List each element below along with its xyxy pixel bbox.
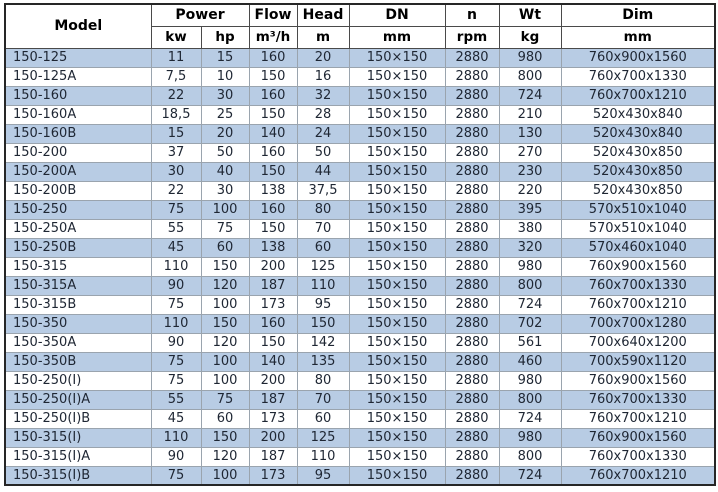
cell-kw: 75 <box>151 352 201 371</box>
cell-flow: 138 <box>249 238 297 257</box>
cell-hp: 30 <box>201 86 249 105</box>
cell-flow: 140 <box>249 352 297 371</box>
cell-dn: 150×150 <box>349 409 445 428</box>
col-unit-flow: m³/h <box>249 26 297 48</box>
cell-model: 150-315 <box>5 257 151 276</box>
col-unit-dn: mm <box>349 26 445 48</box>
cell-dn: 150×150 <box>349 48 445 67</box>
cell-hp: 120 <box>201 447 249 466</box>
col-header-model: Model <box>5 4 151 48</box>
cell-wt: 980 <box>499 428 561 447</box>
cell-hp: 60 <box>201 409 249 428</box>
cell-model: 150-200 <box>5 143 151 162</box>
cell-head: 24 <box>297 124 349 143</box>
cell-hp: 75 <box>201 219 249 238</box>
cell-model: 150-315(I)B <box>5 466 151 485</box>
cell-kw: 75 <box>151 200 201 219</box>
cell-model: 150-250A <box>5 219 151 238</box>
cell-hp: 100 <box>201 371 249 390</box>
cell-model: 150-315(I)A <box>5 447 151 466</box>
col-header-power: Power <box>151 4 249 26</box>
cell-flow: 200 <box>249 428 297 447</box>
cell-model: 150-160A <box>5 105 151 124</box>
table-row <box>5 181 715 200</box>
cell-dim: 700x700x1280 <box>561 314 715 333</box>
cell-flow: 150 <box>249 105 297 124</box>
cell-hp: 20 <box>201 124 249 143</box>
cell-head: 80 <box>297 200 349 219</box>
cell-wt: 561 <box>499 333 561 352</box>
cell-hp: 150 <box>201 314 249 333</box>
cell-head: 135 <box>297 352 349 371</box>
cell-flow: 200 <box>249 257 297 276</box>
table-row <box>5 352 715 371</box>
table-row <box>5 143 715 162</box>
cell-n: 2880 <box>445 143 499 162</box>
cell-dn: 150×150 <box>349 390 445 409</box>
table-row <box>5 428 715 447</box>
cell-dim: 760x900x1560 <box>561 428 715 447</box>
cell-model: 150-250(I)B <box>5 409 151 428</box>
col-unit-head: m <box>297 26 349 48</box>
col-header-dn: DN <box>349 4 445 26</box>
col-unit-n: rpm <box>445 26 499 48</box>
cell-wt: 724 <box>499 86 561 105</box>
col-header-wt: Wt <box>499 4 561 26</box>
cell-wt: 380 <box>499 219 561 238</box>
cell-n: 2880 <box>445 314 499 333</box>
cell-kw: 110 <box>151 257 201 276</box>
cell-dim: 760x700x1210 <box>561 466 715 485</box>
cell-dn: 150×150 <box>349 67 445 86</box>
cell-n: 2880 <box>445 276 499 295</box>
cell-wt: 980 <box>499 48 561 67</box>
cell-model: 150-160 <box>5 86 151 105</box>
cell-head: 142 <box>297 333 349 352</box>
cell-kw: 90 <box>151 333 201 352</box>
cell-dim: 760x700x1210 <box>561 295 715 314</box>
cell-dn: 150×150 <box>349 276 445 295</box>
cell-dim: 520x430x850 <box>561 143 715 162</box>
cell-n: 2880 <box>445 371 499 390</box>
cell-n: 2880 <box>445 48 499 67</box>
cell-flow: 173 <box>249 409 297 428</box>
cell-flow: 150 <box>249 67 297 86</box>
table-body <box>5 48 715 485</box>
table-row <box>5 333 715 352</box>
cell-hp: 120 <box>201 276 249 295</box>
cell-kw: 30 <box>151 162 201 181</box>
cell-n: 2880 <box>445 428 499 447</box>
cell-head: 16 <box>297 67 349 86</box>
cell-hp: 75 <box>201 390 249 409</box>
cell-head: 110 <box>297 447 349 466</box>
cell-model: 150-350B <box>5 352 151 371</box>
cell-flow: 173 <box>249 295 297 314</box>
cell-head: 150 <box>297 314 349 333</box>
table-row <box>5 105 715 124</box>
cell-dn: 150×150 <box>349 162 445 181</box>
cell-dn: 150×150 <box>349 314 445 333</box>
cell-dn: 150×150 <box>349 257 445 276</box>
cell-head: 125 <box>297 428 349 447</box>
cell-dim: 760x900x1560 <box>561 48 715 67</box>
cell-kw: 22 <box>151 86 201 105</box>
cell-head: 60 <box>297 409 349 428</box>
cell-kw: 45 <box>151 238 201 257</box>
cell-model: 150-350A <box>5 333 151 352</box>
cell-dim: 760x900x1560 <box>561 371 715 390</box>
cell-model: 150-315(I) <box>5 428 151 447</box>
cell-kw: 18,5 <box>151 105 201 124</box>
cell-dim: 520x430x840 <box>561 105 715 124</box>
cell-hp: 100 <box>201 466 249 485</box>
cell-hp: 100 <box>201 352 249 371</box>
cell-n: 2880 <box>445 200 499 219</box>
cell-head: 95 <box>297 466 349 485</box>
cell-wt: 270 <box>499 143 561 162</box>
cell-flow: 160 <box>249 314 297 333</box>
cell-dim: 760x700x1330 <box>561 390 715 409</box>
table-row <box>5 314 715 333</box>
cell-dim: 760x700x1210 <box>561 409 715 428</box>
cell-hp: 30 <box>201 181 249 200</box>
table-row <box>5 86 715 105</box>
cell-kw: 75 <box>151 371 201 390</box>
cell-n: 2880 <box>445 447 499 466</box>
cell-wt: 724 <box>499 409 561 428</box>
cell-wt: 800 <box>499 67 561 86</box>
cell-n: 2880 <box>445 86 499 105</box>
cell-model: 150-250 <box>5 200 151 219</box>
cell-head: 125 <box>297 257 349 276</box>
cell-hp: 100 <box>201 200 249 219</box>
cell-hp: 50 <box>201 143 249 162</box>
cell-wt: 130 <box>499 124 561 143</box>
cell-head: 110 <box>297 276 349 295</box>
cell-wt: 724 <box>499 466 561 485</box>
cell-model: 150-250(I) <box>5 371 151 390</box>
cell-wt: 210 <box>499 105 561 124</box>
cell-n: 2880 <box>445 333 499 352</box>
table-row <box>5 447 715 466</box>
cell-kw: 75 <box>151 295 201 314</box>
cell-dim: 760x700x1330 <box>561 276 715 295</box>
cell-dn: 150×150 <box>349 333 445 352</box>
cell-head: 28 <box>297 105 349 124</box>
cell-n: 2880 <box>445 67 499 86</box>
cell-flow: 160 <box>249 143 297 162</box>
cell-n: 2880 <box>445 466 499 485</box>
cell-wt: 724 <box>499 295 561 314</box>
cell-kw: 75 <box>151 466 201 485</box>
cell-flow: 150 <box>249 162 297 181</box>
cell-dn: 150×150 <box>349 181 445 200</box>
cell-dn: 150×150 <box>349 86 445 105</box>
cell-hp: 100 <box>201 295 249 314</box>
cell-dim: 760x700x1330 <box>561 447 715 466</box>
cell-head: 20 <box>297 48 349 67</box>
cell-wt: 460 <box>499 352 561 371</box>
cell-hp: 15 <box>201 48 249 67</box>
table-row <box>5 162 715 181</box>
cell-model: 150-125 <box>5 48 151 67</box>
cell-kw: 11 <box>151 48 201 67</box>
cell-wt: 980 <box>499 257 561 276</box>
cell-n: 2880 <box>445 390 499 409</box>
cell-flow: 150 <box>249 219 297 238</box>
table-row <box>5 219 715 238</box>
cell-kw: 15 <box>151 124 201 143</box>
cell-hp: 40 <box>201 162 249 181</box>
table-row <box>5 48 715 67</box>
cell-kw: 55 <box>151 219 201 238</box>
col-unit-kw: kw <box>151 26 201 48</box>
table-header <box>5 4 715 48</box>
cell-hp: 60 <box>201 238 249 257</box>
col-header-dim: Dim <box>561 4 715 26</box>
cell-flow: 160 <box>249 86 297 105</box>
col-header-flow: Flow <box>249 4 297 26</box>
cell-kw: 110 <box>151 428 201 447</box>
cell-model: 150-315A <box>5 276 151 295</box>
cell-model: 150-315B <box>5 295 151 314</box>
cell-dim: 570x510x1040 <box>561 200 715 219</box>
col-unit-hp: hp <box>201 26 249 48</box>
cell-model: 150-350 <box>5 314 151 333</box>
cell-n: 2880 <box>445 162 499 181</box>
cell-n: 2880 <box>445 219 499 238</box>
table-row <box>5 200 715 219</box>
cell-kw: 90 <box>151 447 201 466</box>
cell-model: 150-125A <box>5 67 151 86</box>
cell-head: 70 <box>297 219 349 238</box>
col-header-head: Head <box>297 4 349 26</box>
cell-head: 95 <box>297 295 349 314</box>
cell-wt: 220 <box>499 181 561 200</box>
cell-dim: 700x640x1200 <box>561 333 715 352</box>
cell-n: 2880 <box>445 124 499 143</box>
col-header-n: n <box>445 4 499 26</box>
cell-n: 2880 <box>445 105 499 124</box>
cell-dn: 150×150 <box>349 105 445 124</box>
cell-model: 150-250(I)A <box>5 390 151 409</box>
cell-wt: 800 <box>499 276 561 295</box>
cell-flow: 140 <box>249 124 297 143</box>
table-row <box>5 257 715 276</box>
cell-dn: 150×150 <box>349 466 445 485</box>
cell-kw: 7,5 <box>151 67 201 86</box>
cell-wt: 800 <box>499 390 561 409</box>
cell-head: 32 <box>297 86 349 105</box>
table-row <box>5 295 715 314</box>
cell-head: 80 <box>297 371 349 390</box>
cell-dn: 150×150 <box>349 143 445 162</box>
col-unit-dim: mm <box>561 26 715 48</box>
cell-n: 2880 <box>445 409 499 428</box>
cell-kw: 45 <box>151 409 201 428</box>
cell-hp: 10 <box>201 67 249 86</box>
cell-wt: 800 <box>499 447 561 466</box>
pump-spec-table <box>4 3 716 486</box>
cell-dim: 760x700x1210 <box>561 86 715 105</box>
cell-kw: 55 <box>151 390 201 409</box>
cell-head: 44 <box>297 162 349 181</box>
cell-model: 150-200B <box>5 181 151 200</box>
cell-wt: 702 <box>499 314 561 333</box>
cell-flow: 187 <box>249 276 297 295</box>
cell-n: 2880 <box>445 257 499 276</box>
cell-flow: 200 <box>249 371 297 390</box>
table-row <box>5 409 715 428</box>
cell-hp: 120 <box>201 333 249 352</box>
cell-dim: 520x430x840 <box>561 124 715 143</box>
cell-n: 2880 <box>445 238 499 257</box>
cell-head: 70 <box>297 390 349 409</box>
cell-flow: 160 <box>249 48 297 67</box>
table-row <box>5 371 715 390</box>
cell-kw: 110 <box>151 314 201 333</box>
cell-model: 150-160B <box>5 124 151 143</box>
cell-flow: 187 <box>249 390 297 409</box>
cell-flow: 187 <box>249 447 297 466</box>
cell-head: 50 <box>297 143 349 162</box>
cell-dim: 760x700x1330 <box>561 67 715 86</box>
cell-dn: 150×150 <box>349 447 445 466</box>
cell-hp: 150 <box>201 428 249 447</box>
table-row <box>5 276 715 295</box>
cell-kw: 37 <box>151 143 201 162</box>
cell-dn: 150×150 <box>349 219 445 238</box>
cell-model: 150-200A <box>5 162 151 181</box>
cell-dn: 150×150 <box>349 352 445 371</box>
cell-dn: 150×150 <box>349 295 445 314</box>
cell-wt: 395 <box>499 200 561 219</box>
cell-n: 2880 <box>445 352 499 371</box>
cell-wt: 320 <box>499 238 561 257</box>
cell-n: 2880 <box>445 295 499 314</box>
table-row <box>5 67 715 86</box>
cell-dn: 150×150 <box>349 371 445 390</box>
col-unit-wt: kg <box>499 26 561 48</box>
cell-dn: 150×150 <box>349 124 445 143</box>
cell-wt: 230 <box>499 162 561 181</box>
cell-dn: 150×150 <box>349 428 445 447</box>
cell-flow: 150 <box>249 333 297 352</box>
cell-flow: 160 <box>249 200 297 219</box>
cell-wt: 980 <box>499 371 561 390</box>
cell-kw: 22 <box>151 181 201 200</box>
cell-dim: 520x430x850 <box>561 181 715 200</box>
cell-kw: 90 <box>151 276 201 295</box>
cell-dim: 570x510x1040 <box>561 219 715 238</box>
cell-hp: 25 <box>201 105 249 124</box>
cell-n: 2880 <box>445 181 499 200</box>
cell-dim: 760x900x1560 <box>561 257 715 276</box>
cell-head: 37,5 <box>297 181 349 200</box>
cell-dim: 520x430x850 <box>561 162 715 181</box>
table-row <box>5 238 715 257</box>
cell-dim: 700x590x1120 <box>561 352 715 371</box>
table-row <box>5 390 715 409</box>
cell-flow: 138 <box>249 181 297 200</box>
table-row <box>5 124 715 143</box>
cell-flow: 173 <box>249 466 297 485</box>
table-row <box>5 466 715 485</box>
cell-head: 60 <box>297 238 349 257</box>
cell-dn: 150×150 <box>349 200 445 219</box>
cell-model: 150-250B <box>5 238 151 257</box>
cell-dim: 570x460x1040 <box>561 238 715 257</box>
cell-hp: 150 <box>201 257 249 276</box>
cell-dn: 150×150 <box>349 238 445 257</box>
